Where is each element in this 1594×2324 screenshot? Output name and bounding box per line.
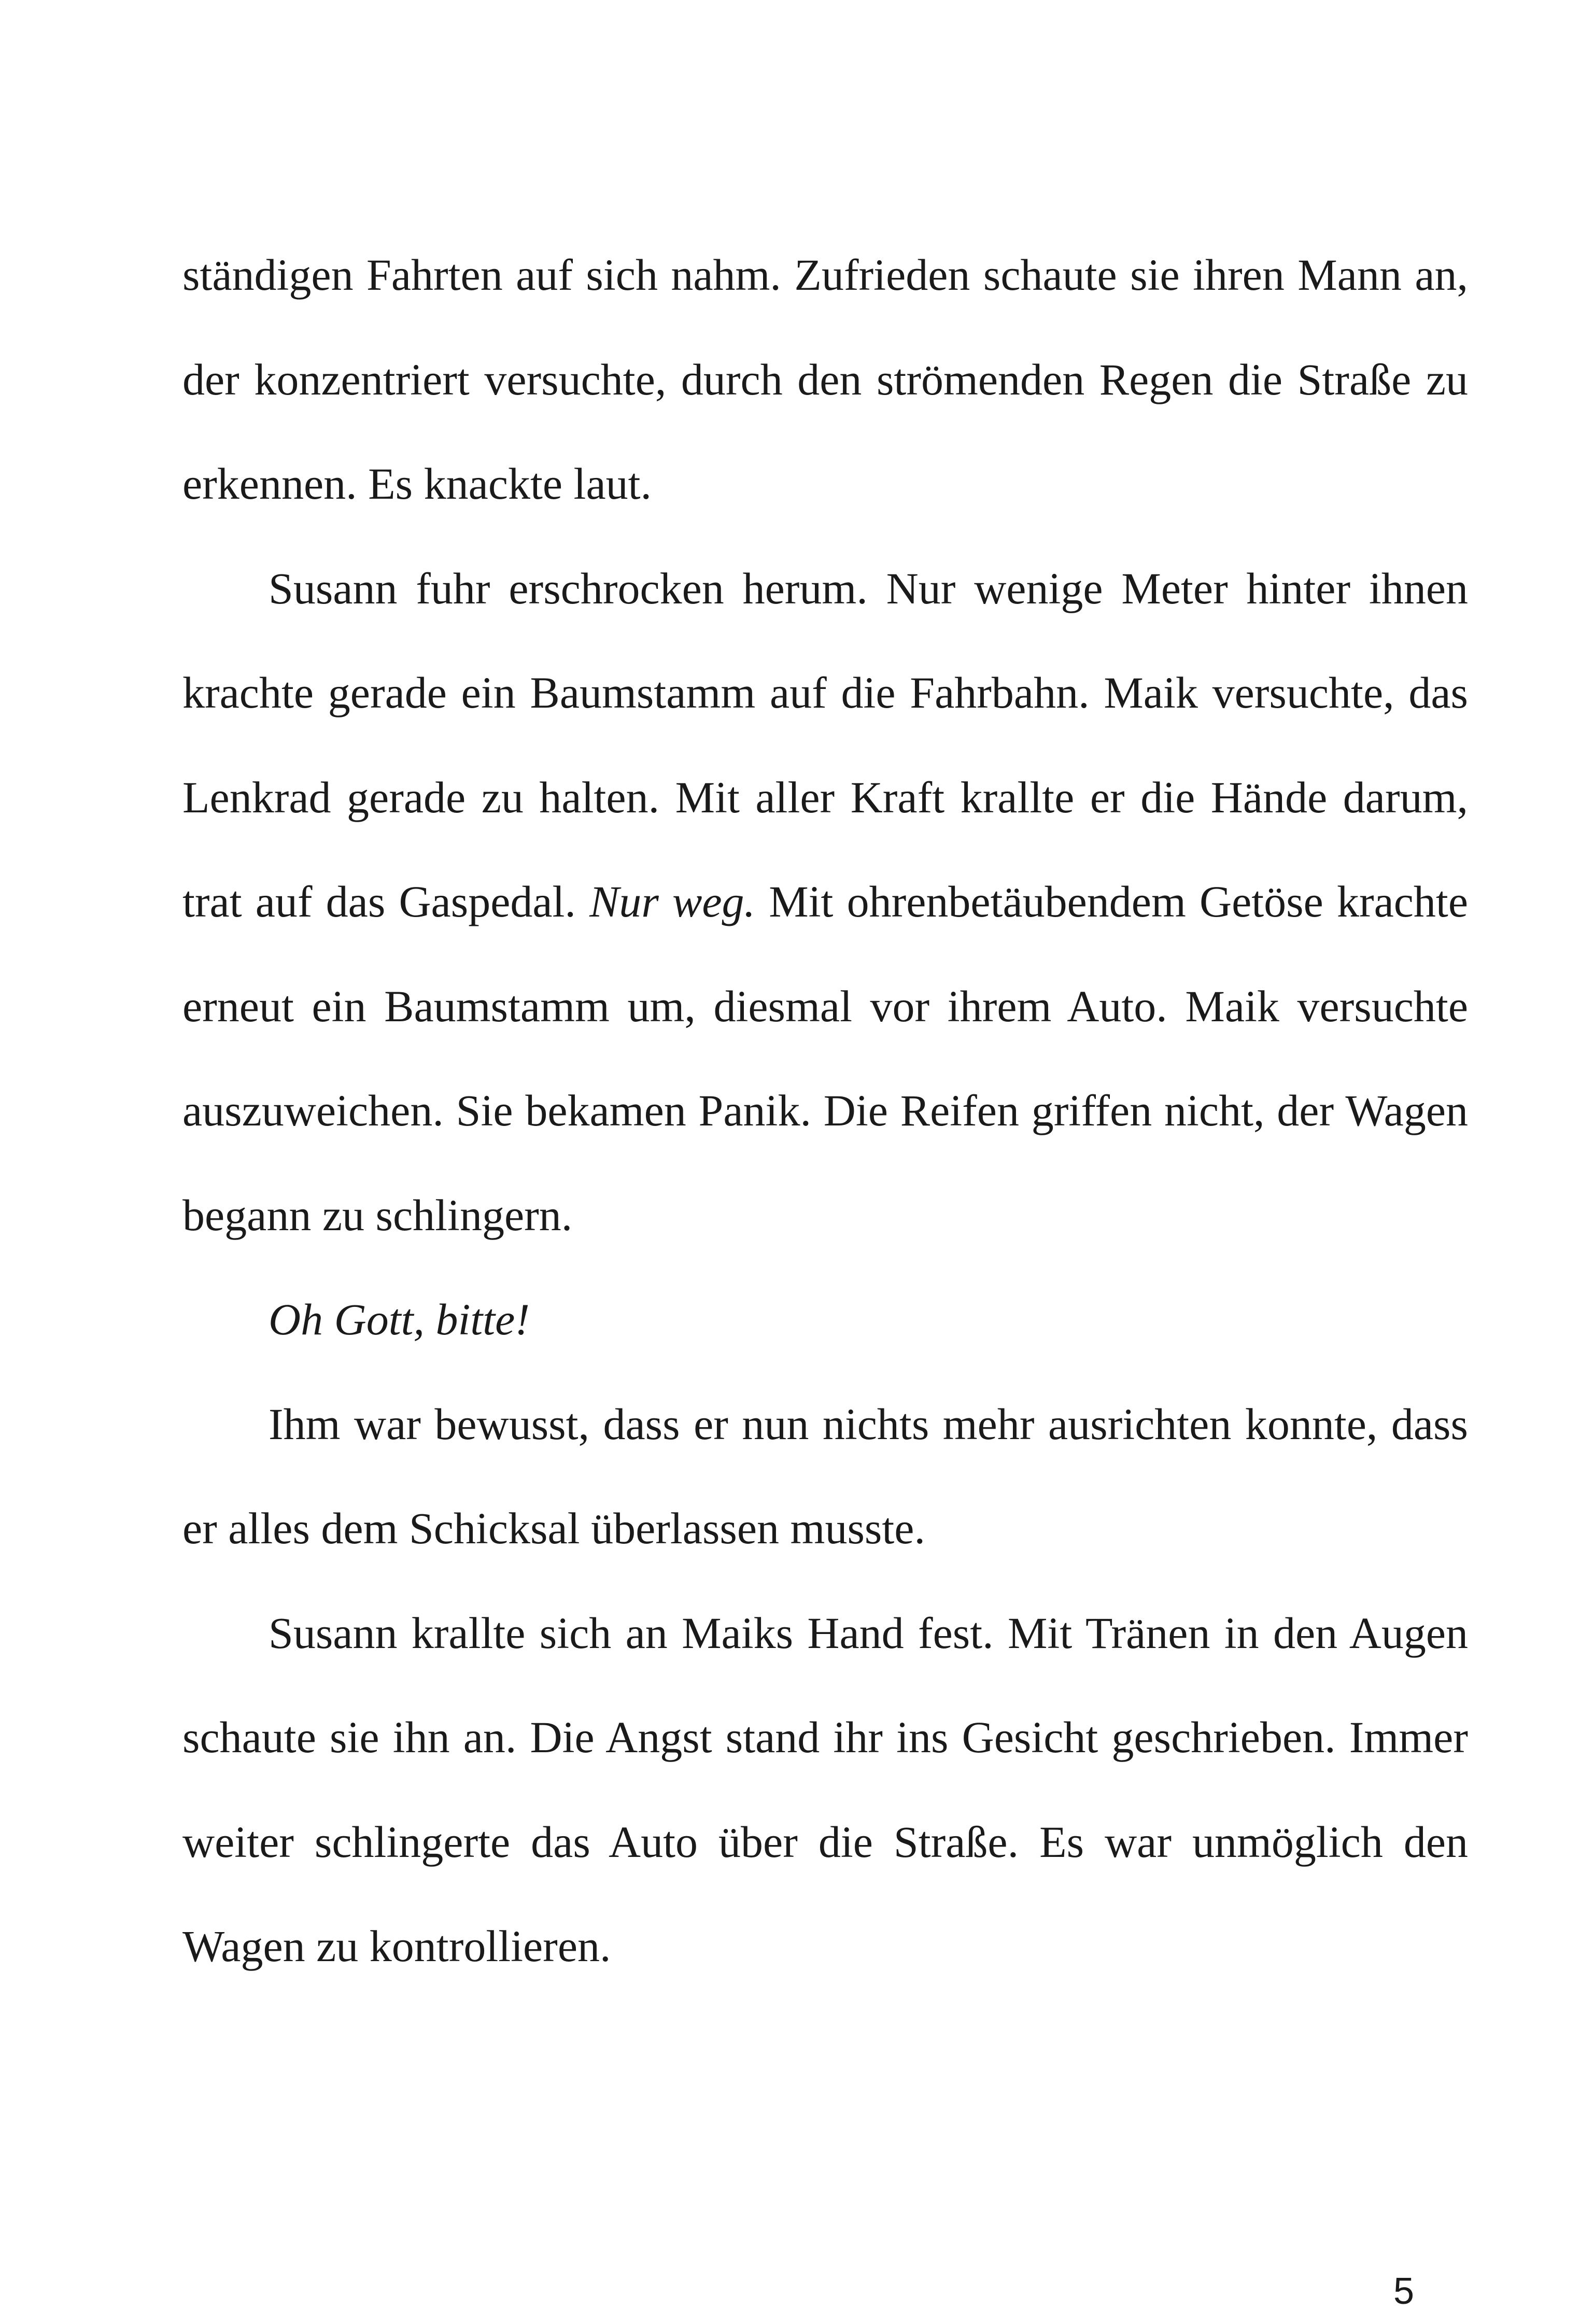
paragraph-2-text-end: Mit ohrenbetäubendem Getöse krachte erneut ein Baumstamm um, diesmal vor ihrem Auto. Maik versuchte auszuweichen. Sie bekamen Panik. Die Reifen griffen nicht, der Wagen begann zu schlingern.: [182, 877, 1468, 1240]
paragraph-3-thought: [182, 1267, 1468, 1372]
paragraph-3-text: Oh Gott, bitte!: [269, 1294, 530, 1344]
paragraph-5: [182, 1581, 1468, 1999]
paragraph-2-emphasis: Nur weg.: [589, 877, 756, 926]
paragraph-1: [182, 223, 1468, 537]
paragraph-4-text: Ihm war bewusst, dass er nun nichts mehr ausrichten konnte, dass er alles dem Schicksal überlassen musste.: [182, 1399, 1468, 1553]
body-text: [182, 223, 1468, 1999]
paragraph-5-text: Susann krallte sich an Maiks Hand fest. Mit Tränen in den Augen schaute sie ihn an. Die Angst stand ihr ins Gesicht geschrieben. Immer weiter schlingerte das Auto über die Straße. Es war unmöglich den Wagen zu kontrollieren.: [182, 1608, 1468, 1971]
paragraph-2: [182, 537, 1468, 1268]
paragraph-1-text: ständigen Fahrten auf sich nahm. Zufrieden schaute sie ihren Mann an, der konzentriert versuchte, durch den strömenden Regen die Straße zu erkennen. Es knackte laut.: [182, 250, 1468, 509]
page-number: 5: [1393, 2271, 1415, 2312]
paragraph-2-text-start: Susann fuhr erschrocken herum. Nur wenige Meter hinter ihnen krachte gerade ein Baumstamm auf die Fahrbahn. Maik versuchte, das Lenkrad gerade zu halten. Mit aller Kraft krallte er die Hände darum, trat auf das Gaspedal.: [182, 563, 1468, 926]
paragraph-4: [182, 1372, 1468, 1581]
